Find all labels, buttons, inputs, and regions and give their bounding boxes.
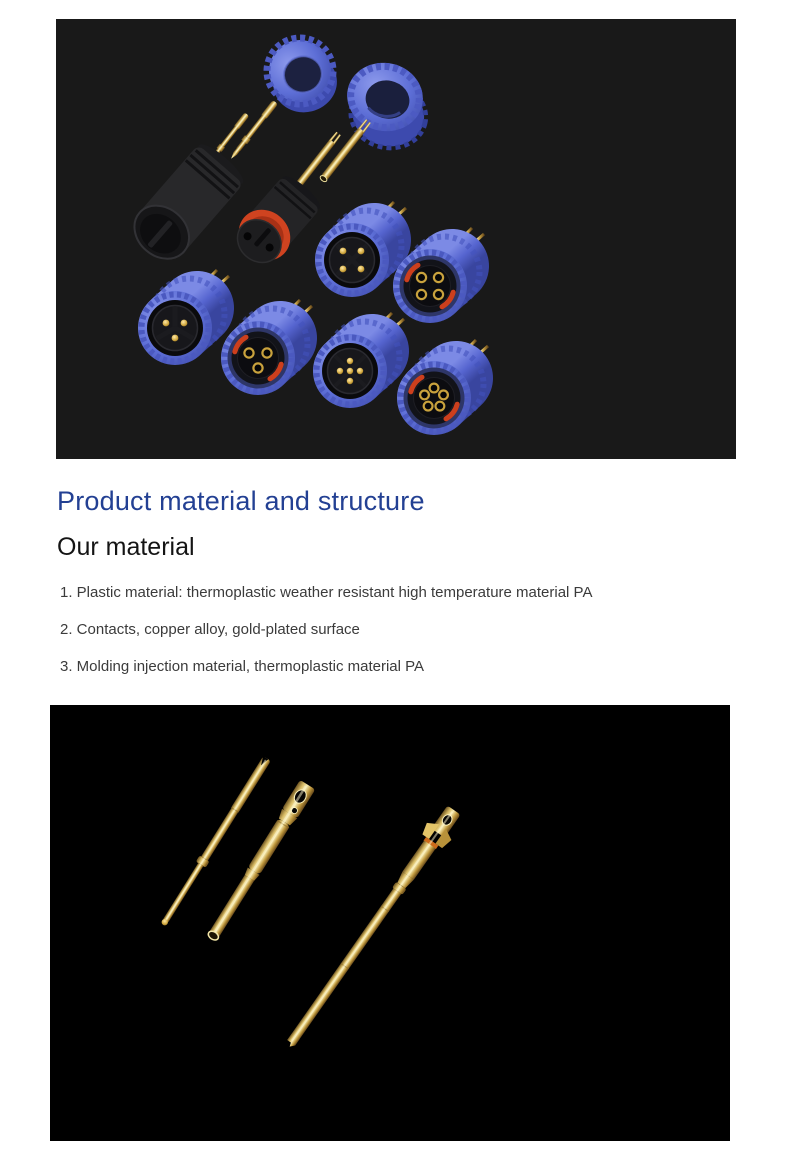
5-pin-male-connector	[313, 313, 404, 408]
gold-contact-pins-illustration	[50, 705, 730, 1141]
material-list-item: 3. Molding injection material, thermoplastic material PA	[60, 658, 425, 675]
3-hole-female-connector	[221, 300, 312, 395]
connector-components-photo	[56, 19, 736, 459]
connector-components-illustration	[56, 19, 736, 459]
3-pin-male-connector	[138, 270, 229, 365]
gold-contact-pins-photo	[50, 705, 730, 1141]
female-socket-contact	[204, 780, 316, 944]
subsection-heading: Our material	[57, 533, 195, 561]
section-heading: Product material and structure	[57, 486, 425, 516]
black-2-hole-seal-connector	[226, 170, 326, 274]
gold-female-crimp-sockets	[293, 119, 372, 191]
long-tab-pin-contact	[277, 802, 467, 1055]
black-cable-connector-body	[123, 139, 248, 270]
material-list-item: 2. Contacts, copper alloy, gold-plated surface	[60, 621, 360, 638]
4-pin-male-connector	[315, 202, 406, 297]
5-hole-female-connector	[397, 340, 488, 435]
male-pin-contact	[158, 756, 271, 928]
material-list	[60, 584, 592, 695]
material-list-item: 1. Plastic material: thermoplastic weather resistant high temperature material PA	[60, 584, 593, 601]
